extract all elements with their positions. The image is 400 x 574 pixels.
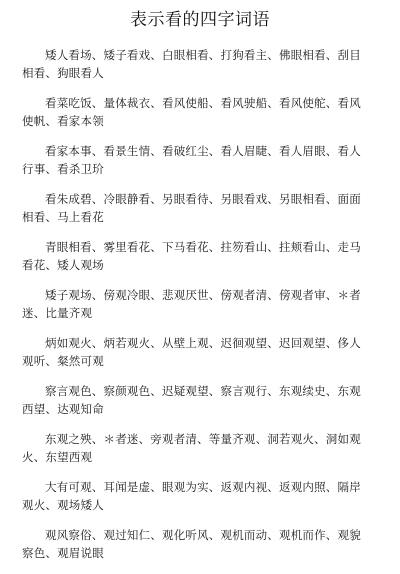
paragraph: 看朱成碧、冷眼静看、另眼看待、另眼看戏、另眼相看、面面相看、马上看花 [22,192,361,224]
paragraph: 青眼相看、雾里看花、下马看花、拄笏看山、拄颊看山、走马看花、矮人观场 [22,240,361,272]
paragraph: 察言观色、察颜观色、迟疑观望、察言观行、东观续史、东观西望、达观知命 [22,384,361,416]
paragraph: 炳如观火、炳若观火、从壁上观、迟徊观望、迟回观望、侈人观听、粲然可观 [22,336,361,368]
page-title: 表示看的四字词语 [130,10,270,30]
paragraph: 东观之殃、＊者迷、旁观者清、等量齐观、洞若观火、洞如观火、东望西观 [22,432,361,464]
paragraph: 大有可观、耳闻是虚、眼观为实、返观内视、返观内照、隔岸观火、观场矮人 [22,480,361,512]
paragraph: 看菜吃饭、量体裁衣、看风使船、看风驶船、看风使舵、看风使帆、看家本领 [22,96,361,128]
paragraph: 看家本事、看景生情、看破红尘、看人眉睫、看人眉眼、看人行事、看杀卫玠 [22,144,361,176]
document-body [22,46,362,574]
paragraph: 矮子观场、傍观冷眼、悲观厌世、傍观者清、傍观者审、＊者迷、比量齐观 [22,288,361,320]
paragraph: 观风察俗、观过知仁、观化听风、观机而动、观机而作、观貌察色、观眉说眼 [22,528,361,560]
paragraph: 矮人看场、矮子看戏、白眼相看、打狗看主、佛眼相看、刮目相看、狗眼看人 [22,48,361,80]
